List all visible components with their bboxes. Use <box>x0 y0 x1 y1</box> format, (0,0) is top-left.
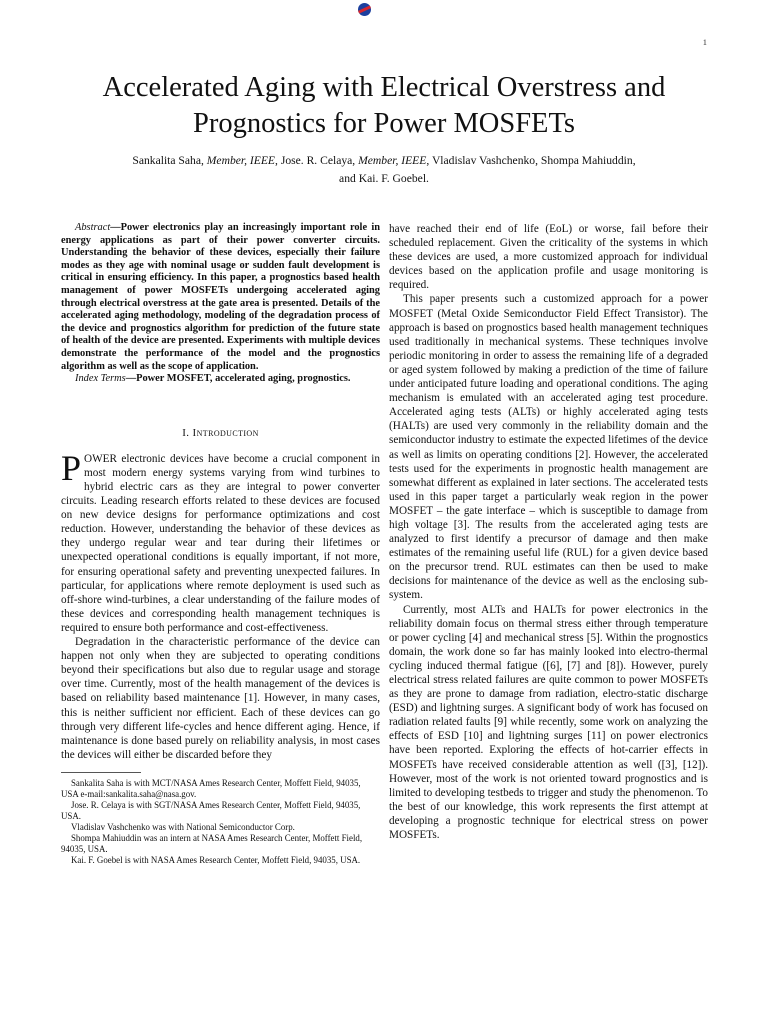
index-terms-text: —Power MOSFET, accelerated aging, prognostics. <box>125 373 351 385</box>
page-number: 1 <box>702 37 707 47</box>
author-name: Shompa Mahiuddin <box>540 154 633 167</box>
drop-cap: P <box>61 447 82 488</box>
abstract-text: —Power electronics play an increasingly important role in energy applications as part of their power converter circuits. Understanding the behavior of these devices, especially their failure modes as they age with nominal usage or sudden fault development is critical in ensuring efficiency. In this paper, a prognostics based health management of power MOSFETs undergoing accelerated aging through electrical overstress at the gate area is presented. Details of the accelerated aging methodology, modeling of the degradation process of the device and prognostics algorithm for prediction of the future state of health of the device are presented. Experiments with multiple devices demonstrate the performance of the model and the prognostics algorithm as well as the scope of application. <box>61 222 380 372</box>
author-affiliation: Member, IEEE <box>206 154 276 167</box>
author-affiliation: Member, IEEE <box>358 154 427 167</box>
author-name: Vladislav Vashchenko <box>431 154 536 167</box>
footnote: Shompa Mahiuddin was an intern at NASA Ames Research Center, Moffett Field, 94035, USA. <box>61 832 363 854</box>
paper-title: Accelerated Aging with Electrical Overstress and Prognostics for Power MOSFETs <box>102 72 666 139</box>
abstract-label: Abstract <box>75 222 111 233</box>
author-name: Jose. R. Celaya <box>280 154 353 167</box>
right-column <box>389 222 708 842</box>
index-terms <box>61 373 380 386</box>
footnote-divider <box>61 772 141 773</box>
abstract <box>61 222 380 373</box>
author-name: Sankalita Saha <box>132 154 201 167</box>
intro-paragraph-1 <box>61 447 380 635</box>
footnote: Kai. F. Goebel is with NASA Ames Research Center, Moffett Field, 94035, USA. <box>71 854 361 865</box>
intro-paragraph-2: Degradation in the characteristic performance of the device can happen not only when they are subjected to operating conditions beyond their specifications but also due to regular usage and storage over time. Currently, most of the health management of the devices is based on reliability based maintenance [1]. However, in many cases, this is neither sufficient nor efficient. Each of these devices can go through very different life-cycles and hence different aging. Hence, if maintenance is done based purely on reliability analysis, in most cases the devices will either be discarded before they <box>61 636 380 761</box>
footnote: Vladislav Vashchenko was with National Semiconductor Corp. <box>71 821 295 832</box>
author-name: Kai. F. Goebel. <box>358 172 429 185</box>
body-paragraph: have reached their end of life (EoL) or worse, fail before their scheduled replacement. Given the criticality of the systems in which these devices are used, a more customized approach for individual devices based on the application profile and usage monitoring is required. <box>389 223 708 292</box>
footnote: Sankalita Saha is with MCT/NASA Ames Research Center, Moffett Field, 94035, USA e-mail:sankalita.saha@nasa.gov. <box>61 777 361 799</box>
body-paragraph: This paper presents such a customized approach for a power MOSFET (Metal Oxide Semiconductor Field Effect Transistor). The approach is based on prognostics based health management techniques used traditionally in mechanical systems. These techniques involve periodic monitoring in order to assess the remaining life of a degraded or aged system followed by making a prediction of the time of failure under anticipated future loading and operational conditions. The aging mechanism is emulated with an accelerated aging test procedure. Accelerated aging tests (ALTs) or highly accelerated aging tests (HALTs) are used very commonly in the reliability domain and the semiconductor industry to estimate the expected lifetimes of the device as well as limits on operating conditions [2]. However, the accelerated tests used for the experiments in prognostic health management are somewhat different as explained in later sections. The accelerated tests used in this paper target a particularly weak region in the power MOSFET – the gate interface – which is susceptible to damage from high voltage [3]. The results from the accelerated aging tests are analyzed to first identify a precursor of damage and then make estimates of the remaining useful life (RUL) for a given device based on the precursor trend. RUL estimates can then be used to make decisions for maintenance of the device as well as the enclosing sub-system. <box>389 293 708 602</box>
nasa-logo <box>358 3 371 16</box>
index-terms-label: Index Terms <box>75 373 126 385</box>
section-heading-introduction: I. Introduction <box>182 426 259 439</box>
body-paragraph: Currently, most ALTs and HALTs for power electronics in the reliability domain focus on thermal stress either through temperature or power cycling [4] and mechanical stress [5]. Within the prognostics domain, the work done so far has mainly looked into electro-thermal cycling induced thermal fatigue ([6], [7] and [8]). However, purely electrical stress related failures are quite common to power MOSFETs as they are prone to damage from radiation, electro-static discharge (ESD) and lightning surges. A significant body of work has focused on radiation related faults [9] while recently, some work on analyzing the effects of ESD [10] and lightning surges [11] on power electronics have been reported. Exploring the effects of hot-carrier effects in MOSFETs have received considerable attention as well ([3], [12]). However, most of the work is not oriented toward prognostics and is limited to developing testbeds to trigger and study the phenomenon. To the best of our knowledge, this work represents the first attempt at developing a prognostic technique for electrical stress on power MOSFETs. <box>389 603 708 842</box>
footnotes <box>61 778 380 866</box>
author-list: Sankalita Saha, Member, IEEE, Jose. R. Celaya, Member, IEEE, Vladislav Vashchenko, Shompa Mahiuddin, and Kai. F. Goebel. <box>132 154 636 185</box>
author-conjunction: and <box>339 172 356 185</box>
intro-paragraph-1-text: OWER electronic devices have become a crucial component in most modern energy systems varying from wind turbines to hybrid electric cars as they are integral to power converter circuits. Leading research efforts related to these devices are focused on new device designs for performance optimizations and cost reduction. However, understanding the behavior of these devices as they undergo regular wear and tear during their lifetimes or unexpected operational conditions is equally important, if not more, for ensuring operational safety and preventing unexpected failures. In particular, for applications where remote deployment is used such as off-shore wind-turbines, a clear understanding of the failure modes of these devices and corresponding health management techniques is required to ensure both performance and cost-effectiveness. <box>61 452 380 634</box>
footnote: Jose. R. Celaya is with SGT/NASA Ames Research Center, Moffett Field, 94035, USA. <box>61 799 361 821</box>
left-column <box>61 222 380 866</box>
